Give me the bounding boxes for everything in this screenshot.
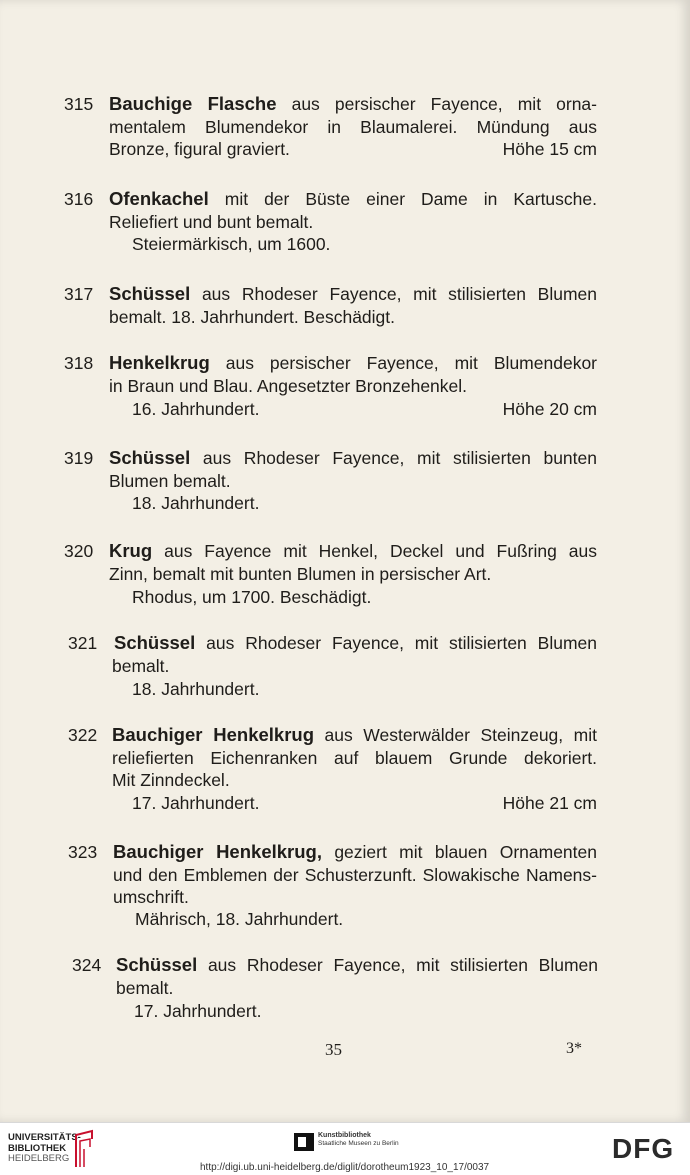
entry-text-line: bemalt. [116, 978, 174, 998]
entry-title: Bauchiger Henkelkrug, [113, 841, 322, 862]
entry-text-line: aus Fayence mit Henkel, Deckel und Fußring aus [152, 541, 597, 561]
entry-text-line: aus Rhodeser Fayence, mit stilisierten bunten [190, 448, 597, 468]
digitization-footer [0, 1122, 690, 1175]
entry-title: Schüssel [114, 632, 196, 653]
height-note: Höhe 20 cm [502, 399, 597, 419]
entry-number: 319 [64, 448, 94, 468]
entry-text-line: Bronze, figural graviert. [109, 139, 290, 159]
entry-origin: 17. Jahrhundert. [132, 793, 260, 813]
entry-number: 317 [64, 284, 94, 304]
library-name: UNIVERSITÄTS- BIBLIOTHEK HEIDELBERG [8, 1132, 81, 1164]
height-note: Höhe 15 cm [502, 139, 597, 159]
entry-origin: 18. Jahrhundert. [132, 679, 260, 699]
entry-text-line: geziert mit blauen Ornamenten [321, 842, 597, 862]
entry-text-line: aus Rhodeser Fayence, mit stilisierten Blumen [195, 633, 597, 653]
entry-number: 321 [68, 633, 98, 653]
kunstbibliothek-label: Kunstbibliothek Staatliche Museen zu Berlin [318, 1132, 399, 1147]
entry-text-line: aus Rhodeser Fayence, mit stilisierten Blumen [197, 955, 598, 975]
entry-origin: Steiermärkisch, um 1600. [132, 234, 331, 254]
entry-text-line: aus persischer Fayence, mit Blumendekor [209, 353, 597, 373]
page-number: 35 [325, 1040, 342, 1059]
entry-origin: 18. Jahrhundert. [132, 493, 260, 513]
entry-number: 320 [64, 541, 94, 561]
entry-number: 318 [64, 353, 94, 373]
entry-text-line: Blumen bemalt. [109, 471, 231, 491]
entry-title: Schüssel [109, 447, 191, 468]
entry-origin: Rhodus, um 1700. Beschädigt. [132, 587, 372, 607]
entry-text-line: mit der Büste einer Dame in Kartusche. [208, 189, 597, 209]
entry-text-line: in Braun und Blau. Angesetzter Bronzehenkel. [109, 376, 468, 396]
entry-text-line: bemalt. 18. Jahrhundert. Beschädigt. [109, 307, 396, 327]
entry-title: Bauchige Flasche [109, 93, 277, 114]
entry-text-line: Mit Zinndeckel. [112, 770, 230, 790]
entry-title: Bauchiger Henkelkrug [112, 724, 315, 745]
height-note: Höhe 21 cm [502, 793, 597, 813]
source-url[interactable]: http://digi.ub.uni-heidelberg.de/diglit/dorotheum1923_10_17/0037 [200, 1162, 490, 1173]
entry-origin: Mährisch, 18. Jahrhundert. [135, 909, 344, 929]
entry-text-line: Reliefiert und bunt bemalt. [109, 212, 314, 232]
kunstbibliothek-logo-icon [294, 1133, 314, 1151]
entry-origin: 17. Jahrhundert. [134, 1001, 262, 1021]
entry-title: Schüssel [109, 283, 191, 304]
entry-text-line: aus persischer Fayence, mit orna- [276, 94, 597, 114]
signature-mark: 3* [566, 1040, 582, 1057]
entry-title: Henkelkrug [109, 352, 210, 373]
entry-text-line: und den Emblemen der Schusterzunft. Slowakische Namens- [113, 865, 597, 885]
entry-number: 322 [68, 725, 98, 745]
entry-text-line: mentalem Blumendekor in Blaumalerei. Mündung aus [109, 117, 597, 137]
entry-title: Krug [109, 540, 153, 561]
entry-text-line: umschrift. [113, 887, 189, 907]
entry-text-line: aus Westerwälder Steinzeug, mit [314, 725, 597, 745]
entry-title: Ofenkachel [109, 188, 209, 209]
entry-text-line: reliefierten Eichenranken auf blauem Grunde dekoriert. [112, 748, 597, 768]
entry-number: 316 [64, 189, 94, 209]
entry-text-line: Zinn, bemalt mit bunten Blumen in persischer Art. [109, 564, 492, 584]
ub-heidelberg-logo-icon [72, 1129, 96, 1169]
entry-text-line: bemalt. [112, 656, 170, 676]
entry-title: Schüssel [116, 954, 198, 975]
entry-text-line: aus Rhodeser Fayence, mit stilisierten Blumen [190, 284, 597, 304]
entry-number: 315 [64, 94, 94, 114]
entry-number: 323 [68, 842, 98, 862]
entry-number: 324 [72, 955, 102, 975]
entry-origin: 16. Jahrhundert. [132, 399, 260, 419]
dfg-logo: DFG [612, 1133, 675, 1164]
